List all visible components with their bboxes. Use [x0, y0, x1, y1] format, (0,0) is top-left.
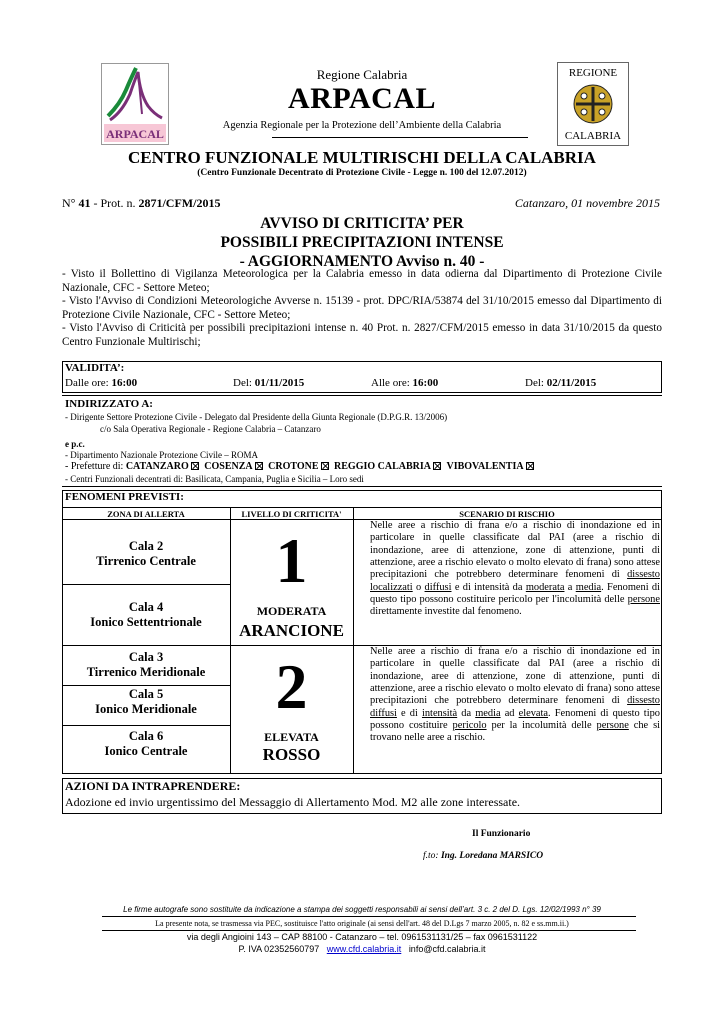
epc-label: e p.c. [65, 439, 85, 449]
signature-name: f.to: Ing. Loredana MARSICO [423, 851, 544, 861]
region-name: Regione Calabria [316, 67, 408, 82]
left-logo-text: ARPACAL [106, 127, 164, 141]
level-number: 1 [275, 525, 308, 596]
scenario-text: Nelle aree a rischio di frana e/o a rischio di inondazione ed in particolare in quelle classificate dal PAI (aree a rischio di inondazione, aree di attenzione, zone di attenzione, punti di attenzione, aree a rischio elevato o molto elevato di frana) sono attese precipitazioni che potrebbero determinare fenomeni di dissesto diffusi e di intensità da media ad elevata. Fenomeni di questo tipo possono costituire pericolo per la incolumità delle persone che si trovano nelle aree a rischio. [370, 646, 660, 744]
footer-note: Le firme autografe sono sostituite da indicazione a stampa dei soggetti responsabili ai sensi dell’art. 3 c. 2 del D. Lgs. 12/02/1993 n° 39 [123, 905, 601, 914]
col-header-scenario: SCENARIO DI RISCHIO [459, 509, 555, 519]
place-date: Catanzaro, 01 novembre 2015 [514, 196, 660, 210]
prefettura: VIBOVALENTIA [446, 461, 524, 472]
seal-bottom-text: CALABRIA [564, 130, 622, 142]
col-header-level: LIVELLO DI CRITICITA' [241, 509, 342, 519]
centre-subtitle: (Centro Funzionale Decentrato di Protezione Civile - Legge n. 100 del 12.07.2012) [197, 168, 527, 178]
level-number: 2 [275, 651, 308, 722]
footer-address: via degli Angioini 143 – CAP 88100 - Catanzaro – tel. 0961531131/25 – fax 0961531122 [186, 932, 538, 942]
website-link[interactable]: www.cfd.calabria.it [326, 944, 402, 954]
scenario-text: Nelle aree a rischio di frana e/o a rischio di inondazione ed in particolare in quelle classificate dal PAI (aree a rischio di inondazione, aree di attenzione, zone di attenzione, punti di attenzione, aree a rischio elevato o molto elevato di frana) sono attese precipitazioni che potrebbero determinare fenomeni di dissesto localizzati o diffusi e di intensità da moderata a media. Fenomeni di questo tipo possono costituire pericolo per l'incolumità delle persone direttamente investite dal fenomeno. [370, 520, 661, 618]
signature-role: Il Funzionario [472, 829, 531, 839]
prefettura: REGGIO CALABRIA [334, 461, 431, 472]
preamble-item: - Visto il Bollettino di Vigilanza Meteorologica per la Calabria emesso in data odierna dal Dipartimento di Protezione Civile Nazionale, CFC - Settore Meteo; [62, 268, 662, 294]
checked-box-icon [191, 462, 199, 470]
header-rule [272, 137, 528, 138]
zone-cell: Cala 6 Ionico Centrale [104, 729, 188, 758]
regione-calabria-seal [557, 62, 629, 146]
actions-title: AZIONI DA INTRAPRENDERE: [65, 779, 241, 793]
vat-number: P. IVA 02352560797 [238, 944, 320, 954]
actions-text: Adozione ed invio urgentissimo del Messaggio di Allertamento Mod. M2 alle zone interessate. [65, 795, 521, 809]
preamble-item: - Visto l'Avviso di Criticità per possibili precipitazioni intense n. 40 Prot. n. 2827/CFM/2015 emesso in data 31/10/2015 da questo Centro Funzionale Multirischi; [62, 322, 662, 348]
col-header-zone: ZONA DI ALLERTA [107, 509, 185, 519]
checked-box-icon [433, 462, 441, 470]
org-description: Agenzia Regionale per la Protezione dell’Ambiente della Calabria [222, 120, 502, 131]
zone-cell: Cala 4 Ionico Settentrionale [90, 600, 202, 629]
prefettura: CROTONE [268, 461, 319, 472]
prefettura: CATANZARO [125, 461, 189, 472]
recipients-title: INDIRIZZATO A: [65, 398, 153, 410]
title-line-2: POSSIBILI PRECIPITAZIONI INTENSE [220, 234, 504, 251]
centre-title: CENTRO FUNZIONALE MULTIRISCHI DELLA CALABRIA [128, 148, 596, 167]
preamble [62, 268, 662, 350]
title-line-1: AVVISO DI CRITICITA’ PER [260, 215, 464, 232]
protocol-number: 2871/CFM/2015 [138, 196, 221, 210]
email-address[interactable]: info@cfd.calabria.it [408, 944, 486, 954]
validity-to-date: Del: 02/11/2015 [525, 377, 597, 389]
zone-cell: Cala 2 Tirrenico Centrale [96, 539, 196, 568]
checked-box-icon [526, 462, 534, 470]
validity-to-hour: Alle ore: 16:00 [371, 377, 439, 389]
notice-number: 41 [78, 196, 91, 210]
checked-box-icon [321, 462, 329, 470]
seal-top-text: REGIONE [568, 67, 618, 79]
footer-pec-note: La presente nota, se trasmessa via PEC, sostituisce l'atto originale (ai sensi dell'art. 48 del D.Lgs 7 marzo 2005, n. 82 e ss.mm.ii.) [155, 919, 569, 928]
preamble-item: - Visto l'Avviso di Condizioni Meteorologiche Avverse n. 15139 - prot. DPC/RIA/53874 del 31/10/2015 emesso dal Dipartimento di Protezione Civile Nazionale, CFC - Settore Meteo; [62, 295, 662, 321]
zone-cell: Cala 5 Ionico Meridionale [95, 687, 197, 716]
recipient-line: - Centri Funzionali decentrati di: Basilicata, Campania, Puglia e Sicilia – Loro sedi [65, 474, 364, 484]
level-color: ARANCIONE [239, 621, 344, 640]
level-label: ELEVATA [264, 730, 319, 744]
recipient-line: - Dipartimento Nazionale Protezione Civile – ROMA [65, 450, 258, 460]
footer-rule [102, 930, 636, 931]
org-name: ARPACAL [288, 82, 436, 115]
title-line-3: - AGGIORNAMENTO Avviso n. 40 - [239, 253, 485, 270]
recipient-line: c/o Sala Operativa Regionale - Regione Calabria – Catanzaro [100, 424, 321, 434]
validity-from-hour: Dalle ore: 16:00 [65, 377, 138, 389]
validity-title: VALIDITA’: [65, 362, 125, 374]
checked-box-icon [255, 462, 263, 470]
validity-from-date: Del: 01/11/2015 [233, 377, 305, 389]
prefetture-line: - Prefetture di: CATANZARO COSENZA CROTONE REGGIO CALABRIA VIBOVALENTIA [65, 461, 537, 472]
recipient-line: - Dirigente Settore Protezione Civile - Delegato dal Presidente della Giunta Regionale (D.P.G.R. 13/2006) [65, 412, 448, 422]
footer-rule [102, 916, 636, 917]
phenomena-title: FENOMENI PREVISTI: [65, 491, 184, 503]
protocol-line: N° 41 - Prot. n. 2871/CFM/2015 [62, 196, 221, 210]
prefettura: COSENZA [204, 461, 253, 472]
footer-contacts [0, 944, 724, 954]
level-color: ROSSO [262, 745, 321, 764]
zone-cell: Cala 3 Tirrenico Meridionale [86, 650, 206, 679]
level-label: MODERATA [256, 604, 327, 618]
